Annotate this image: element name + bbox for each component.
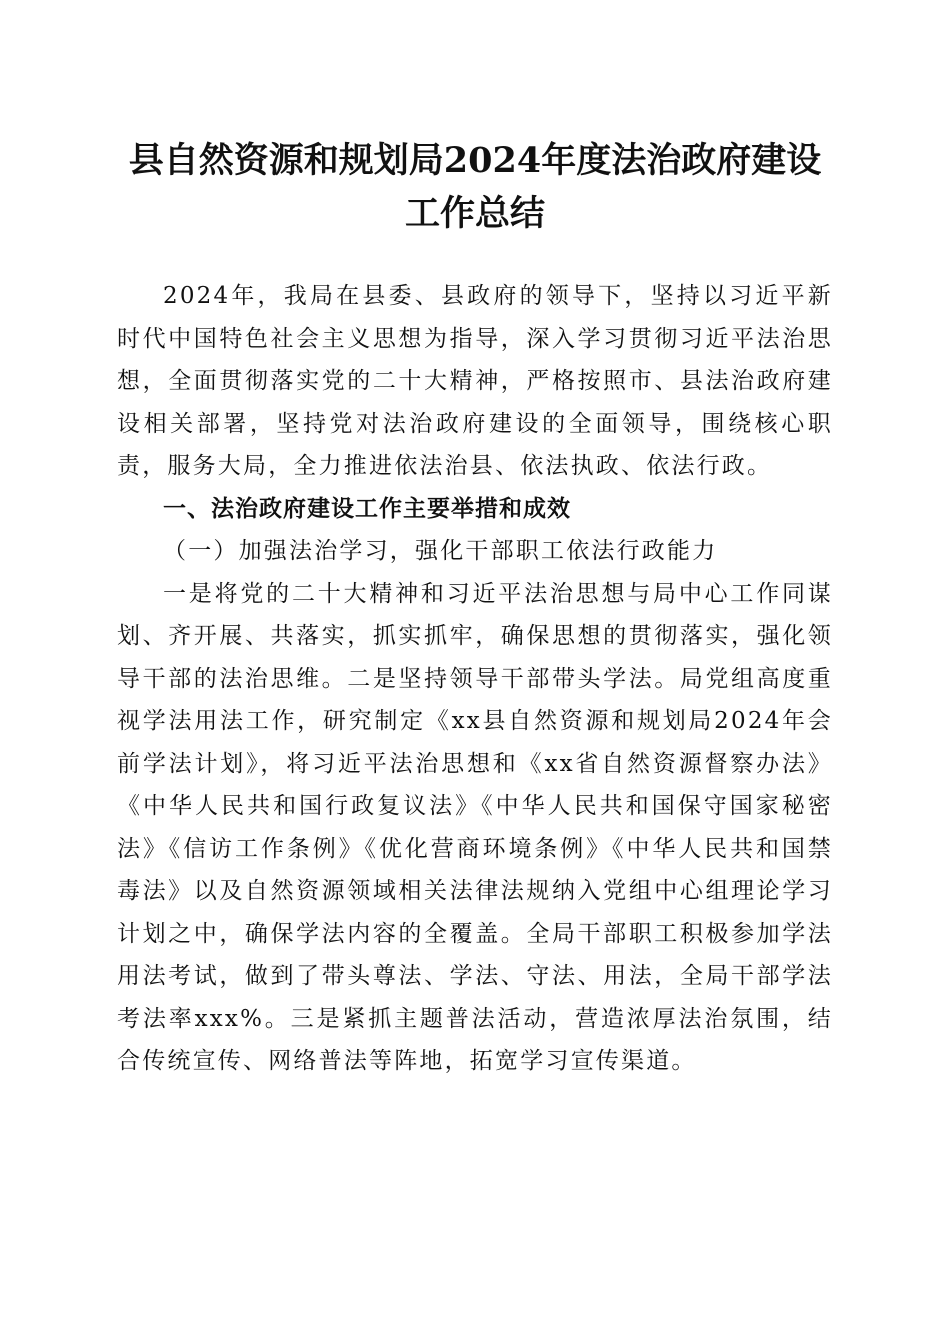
section-heading: 一、法治政府建设工作主要举措和成效	[163, 495, 571, 522]
intro-paragraph: 2024年，我局在县委、县政府的领导下，坚持以习近平新时代中国特色社会主义思想为指导，深入学习贯彻习近平法治思想，全面贯彻落实党的二十大精神，严格按照市、县法治政府建设相关部署，坚持党对法治政府建设的全面领导，围绕核心职责，服务大局，全力推进依法治县、依法执政、依法行政。	[117, 283, 833, 479]
document-body	[117, 275, 833, 1083]
subsection-heading: （一）加强法治学习，强化干部职工依法行政能力	[163, 538, 718, 564]
document-title: 县自然资源和规划局2024年度法治政府建设工作总结	[128, 140, 822, 234]
body-paragraph: 一是将党的二十大精神和习近平法治思想与局中心工作同谋划、齐开展、共落实，抓实抓牢，确保思想的贯彻落实，强化领导干部的法治思维。二是坚持领导干部带头学法。局党组高度重视学法用法工作，研究制定《xx县自然资源和规划局2024年会前学法计划》，将习近平法治思想和《xx省自然资源督察办法》《中华人民共和国行政复议法》《中华人民共和国保守国家秘密法》《信访工作条例》《优化营商环境条例》《中华人民共和国禁毒法》以及自然资源领域相关法律法规纳入党组中心组理论学习计划之中，确保学法内容的全覆盖。全局干部职工积极参加学法用法考试，做到了带头尊法、学法、守法、用法，全局干部学法考法率xxx%。三是紧抓主题普法活动，营造浓厚法治氛围，结合传统宣传、网络普法等阵地，拓宽学习宣传渠道。	[117, 580, 833, 1074]
